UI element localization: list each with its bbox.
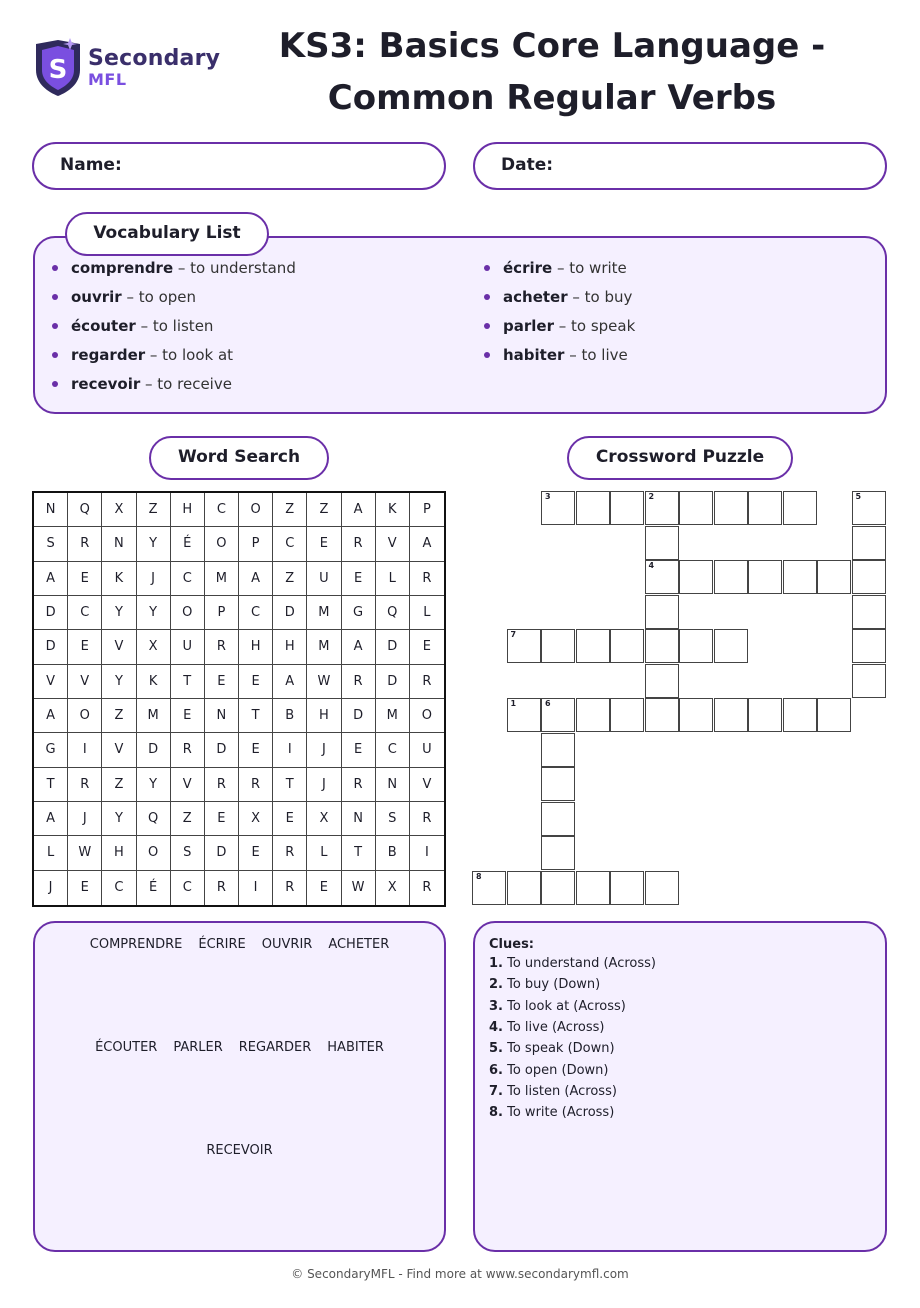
crossword-cell[interactable] <box>748 491 782 525</box>
word-search-cell[interactable]: I <box>410 836 444 870</box>
crossword-cell[interactable] <box>783 491 817 525</box>
word-search-cell[interactable]: V <box>102 630 136 664</box>
clue-number: 7. <box>489 1083 503 1099</box>
word-search-cell[interactable]: T <box>273 768 307 802</box>
crossword-clue-number: 1 <box>510 699 517 708</box>
clue-item <box>489 1020 605 1035</box>
word-search-cell[interactable]: P <box>239 527 273 561</box>
crossword-cell[interactable] <box>541 871 575 905</box>
crossword-cell[interactable] <box>852 491 886 525</box>
word-search-cell[interactable]: D <box>34 596 68 630</box>
word-search-cell[interactable]: Z <box>137 493 171 527</box>
word-search-cell[interactable]: Y <box>102 665 136 699</box>
clue-text: To look at (Across) <box>502 998 626 1014</box>
word-search-cell[interactable]: W <box>307 665 341 699</box>
word-search-cell[interactable]: K <box>137 665 171 699</box>
crossword-cell[interactable] <box>714 698 748 732</box>
french-word: habiter <box>503 346 565 364</box>
word-search-cell[interactable]: X <box>137 630 171 664</box>
crossword-cell[interactable] <box>852 629 886 663</box>
word-search-cell[interactable]: D <box>137 733 171 767</box>
word-search-cell[interactable]: V <box>376 527 410 561</box>
french-word: ouvrir <box>71 288 122 306</box>
crossword-cell[interactable] <box>714 560 748 594</box>
word-search-cell[interactable]: Z <box>273 493 307 527</box>
vocabulary-item <box>52 287 296 316</box>
crossword-cell[interactable] <box>645 491 679 525</box>
clues-panel <box>473 921 887 1252</box>
french-word: comprendre <box>71 259 174 277</box>
word-search-cell[interactable]: V <box>34 665 68 699</box>
word-search-cell[interactable]: N <box>102 527 136 561</box>
word-search-cell[interactable]: L <box>410 596 444 630</box>
crossword-cell[interactable] <box>472 871 506 905</box>
word-search-cell[interactable]: O <box>239 493 273 527</box>
word-search-cell[interactable]: Q <box>376 596 410 630</box>
word-list-row <box>35 1143 444 1158</box>
word-search-cell[interactable]: E <box>273 802 307 836</box>
clue-item <box>489 999 626 1014</box>
word-search-cell[interactable]: M <box>205 562 239 596</box>
word-search-cell[interactable]: U <box>307 562 341 596</box>
word-search-cell[interactable]: E <box>307 871 341 905</box>
crossword-cell[interactable] <box>610 871 644 905</box>
word-search-cell[interactable]: J <box>68 802 102 836</box>
word-search-cell[interactable]: A <box>34 562 68 596</box>
date-field[interactable] <box>473 142 887 190</box>
word-search-cell[interactable]: N <box>342 802 376 836</box>
clue-number: 8. <box>489 1105 503 1121</box>
crossword-cell[interactable] <box>852 560 886 594</box>
word-search-cell[interactable]: R <box>205 630 239 664</box>
word-search-cell[interactable]: C <box>239 596 273 630</box>
logo <box>32 36 222 98</box>
crossword-clue-number: 2 <box>648 492 655 501</box>
french-word: regarder <box>71 346 146 364</box>
crossword-cell[interactable] <box>541 629 575 663</box>
word-search-cell[interactable]: S <box>34 527 68 561</box>
word-search-cell[interactable]: L <box>34 836 68 870</box>
word-search-cell[interactable]: C <box>171 562 205 596</box>
word-search-cell[interactable]: C <box>171 871 205 905</box>
crossword-clue-number: 8 <box>476 871 482 881</box>
word-search-cell[interactable]: X <box>376 871 410 905</box>
word-search-cell[interactable]: K <box>102 562 136 596</box>
word-search-cell[interactable]: K <box>376 493 410 527</box>
clue-number: 3. <box>489 998 503 1014</box>
vocabulary-heading: Vocabulary List <box>65 212 269 256</box>
word-search-cell[interactable]: T <box>239 699 273 733</box>
clue-item <box>489 1063 609 1078</box>
name-label: Name: <box>60 155 122 175</box>
word-search-cell[interactable]: J <box>307 733 341 767</box>
french-word: acheter <box>503 288 568 306</box>
word-search-cell[interactable]: R <box>68 768 102 802</box>
word-search-cell[interactable]: R <box>422 880 432 896</box>
vocabulary-list-right <box>484 258 635 374</box>
clue-text: To buy (Down) <box>502 977 601 993</box>
word-search-cell[interactable]: H <box>171 493 205 527</box>
crossword-cell[interactable] <box>610 629 644 663</box>
word-search-cell[interactable]: C <box>273 527 307 561</box>
word-search-cell[interactable]: E <box>68 630 102 664</box>
clue-item <box>489 977 600 992</box>
word-search-cell[interactable]: H <box>273 630 307 664</box>
clue-text: To speak (Down) <box>502 1041 615 1057</box>
crossword-cell[interactable] <box>541 767 575 801</box>
word-search-cell[interactable]: T <box>34 768 68 802</box>
crossword-cell[interactable] <box>541 698 575 732</box>
search-word: PARLER <box>173 1040 223 1055</box>
vocabulary-item <box>484 345 635 374</box>
crossword-cell[interactable] <box>679 560 713 594</box>
title-line-2: Common Regular Verbs <box>327 78 777 118</box>
word-search-cell[interactable]: C <box>68 596 102 630</box>
word-search-cell[interactable]: M <box>376 699 410 733</box>
english-translation: – to write <box>552 259 627 277</box>
clue-item <box>489 1084 617 1099</box>
word-search-cell[interactable]: R <box>205 871 239 905</box>
word-search-cell[interactable]: N <box>34 493 68 527</box>
crossword-cell[interactable] <box>645 526 679 560</box>
word-search-cell[interactable]: R <box>410 802 444 836</box>
word-search-cell[interactable]: V <box>102 733 136 767</box>
svg-text:S: S <box>48 55 68 85</box>
crossword-cell[interactable] <box>507 629 541 663</box>
english-translation: – to speak <box>553 317 636 335</box>
word-search-cell[interactable]: E <box>239 665 273 699</box>
clues-title: Clues: <box>489 937 535 952</box>
word-search-cell[interactable]: I <box>273 733 307 767</box>
word-search-cell[interactable]: R <box>171 733 205 767</box>
word-search-cell[interactable]: E <box>68 871 102 905</box>
word-search-cell[interactable]: N <box>376 768 410 802</box>
logo-shield-icon <box>32 36 84 98</box>
crossword-cell[interactable] <box>576 698 610 732</box>
clue-number: 1. <box>489 956 503 971</box>
word-search-cell[interactable]: S <box>171 836 205 870</box>
word-search-cell[interactable]: I <box>68 733 102 767</box>
crossword-cell[interactable] <box>679 698 713 732</box>
crossword-cell[interactable] <box>541 491 575 525</box>
word-search-cell[interactable]: P <box>205 596 239 630</box>
word-search-cell[interactable]: Y <box>137 768 171 802</box>
word-search-cell[interactable]: V <box>171 768 205 802</box>
word-search-cell[interactable]: A <box>410 527 444 561</box>
crossword-cell[interactable] <box>817 560 851 594</box>
crossword-cell[interactable] <box>645 595 679 629</box>
clue-text: To understand (Across) <box>502 956 656 971</box>
word-search-cell[interactable]: B <box>376 836 410 870</box>
word-search-cell[interactable]: Z <box>307 493 341 527</box>
word-search-cell[interactable]: E <box>239 733 273 767</box>
crossword-cell[interactable] <box>679 629 713 663</box>
word-search-cell[interactable]: M <box>307 630 341 664</box>
english-translation: – to receive <box>140 375 232 393</box>
crossword-cell[interactable] <box>852 595 886 629</box>
word-search-cell[interactable]: C <box>205 493 239 527</box>
word-list-row <box>35 1040 444 1055</box>
crossword-cell[interactable] <box>541 836 575 870</box>
word-search-cell[interactable]: R <box>342 527 376 561</box>
clue-text: To write (Across) <box>502 1105 615 1121</box>
crossword-cell[interactable] <box>576 629 610 663</box>
crossword-cell[interactable] <box>576 491 610 525</box>
word-search-cell[interactable]: Z <box>102 699 136 733</box>
word-search-cell[interactable]: R <box>342 768 376 802</box>
crossword-clue-number: 7 <box>510 630 517 639</box>
word-search-cell[interactable]: Z <box>102 768 136 802</box>
word-search-cell[interactable]: T <box>171 665 205 699</box>
crossword-cell[interactable] <box>748 560 782 594</box>
crossword-cell[interactable] <box>714 629 748 663</box>
english-translation: – to understand <box>173 259 296 277</box>
crossword-cell[interactable] <box>507 698 541 732</box>
word-search-cell[interactable]: A <box>239 562 273 596</box>
word-search-cell[interactable]: V <box>410 768 444 802</box>
search-word: HABITER <box>327 1040 384 1055</box>
word-search-cell[interactable]: R <box>273 836 307 870</box>
word-search-cell[interactable]: E <box>342 733 376 767</box>
search-word: REGARDER <box>238 1040 312 1055</box>
word-search-cell[interactable]: T <box>342 836 376 870</box>
word-search-cell[interactable]: Q <box>68 493 102 527</box>
name-field[interactable] <box>32 142 446 190</box>
crossword-heading: Crossword Puzzle <box>567 436 793 480</box>
word-search-cell[interactable]: A <box>342 493 376 527</box>
word-search-cell[interactable]: R <box>273 871 307 905</box>
crossword-cell[interactable] <box>645 560 679 594</box>
word-search-cell[interactable]: V <box>68 665 102 699</box>
clue-number: 4. <box>489 1019 503 1035</box>
word-search-cell[interactable]: W <box>68 836 102 870</box>
word-search-cell[interactable]: I <box>239 871 273 905</box>
logo-subtext: MFL <box>88 70 127 89</box>
crossword-clue-number: 6 <box>545 699 551 708</box>
word-search-cell[interactable]: M <box>137 699 171 733</box>
word-search-cell[interactable]: M <box>307 596 341 630</box>
french-word: parler <box>503 317 554 335</box>
word-search-cell[interactable]: J <box>137 562 171 596</box>
word-search-cell[interactable]: E <box>171 699 205 733</box>
vocabulary-item <box>52 374 296 403</box>
crossword-cell[interactable] <box>714 491 748 525</box>
vocabulary-item <box>484 316 635 345</box>
word-search-cell[interactable]: P <box>410 493 444 527</box>
word-search-cell[interactable]: U <box>171 630 205 664</box>
crossword-cell[interactable] <box>852 664 886 698</box>
page-title <box>232 20 872 124</box>
clue-item <box>489 1105 614 1120</box>
word-search-cell[interactable]: O <box>205 527 239 561</box>
vocabulary-item <box>52 316 296 345</box>
search-word: ÉCRIRE <box>198 937 246 952</box>
english-translation: – to open <box>121 288 196 306</box>
vocabulary-item <box>52 258 296 287</box>
search-word: ACHETER <box>328 937 390 952</box>
word-search-cell[interactable]: E <box>239 836 273 870</box>
word-search-cell[interactable]: D <box>273 596 307 630</box>
word-search-cell[interactable]: E <box>307 527 341 561</box>
word-search-cell[interactable]: R <box>410 562 444 596</box>
french-word: écrire <box>503 259 553 277</box>
word-search-cell[interactable]: E <box>342 562 376 596</box>
crossword-cell[interactable] <box>541 733 575 767</box>
word-search-cell[interactable]: Q <box>137 802 171 836</box>
word-search-cell[interactable]: B <box>273 699 307 733</box>
crossword-clue-number: 4 <box>648 561 655 570</box>
crossword-cell[interactable] <box>645 871 679 905</box>
english-translation: – to listen <box>135 317 214 335</box>
word-search-cell[interactable]: E <box>205 665 239 699</box>
word-search-cell[interactable]: O <box>68 699 102 733</box>
word-search-cell[interactable]: É <box>137 871 171 905</box>
crossword-cell[interactable] <box>610 698 644 732</box>
crossword-cell[interactable] <box>507 871 541 905</box>
word-search-cell[interactable]: Y <box>102 596 136 630</box>
word-list-panel <box>33 921 446 1252</box>
crossword-cell[interactable] <box>610 491 644 525</box>
word-search-cell[interactable]: D <box>34 630 68 664</box>
crossword-cell[interactable] <box>852 526 886 560</box>
word-search-cell[interactable]: D <box>205 733 239 767</box>
word-search-cell[interactable]: X <box>307 802 341 836</box>
footer: © SecondaryMFL - Find more at www.secondarymfl.com <box>291 1267 629 1281</box>
word-search-cell[interactable]: E <box>205 802 239 836</box>
word-search-grid <box>32 491 446 907</box>
clue-number: 5. <box>489 1041 503 1057</box>
crossword-cell[interactable] <box>748 698 782 732</box>
word-search-cell[interactable]: R <box>205 768 239 802</box>
word-search-cell[interactable]: O <box>171 596 205 630</box>
word-search-cell[interactable]: C <box>376 733 410 767</box>
crossword-cell[interactable] <box>645 664 679 698</box>
word-search-cell[interactable]: A <box>34 699 68 733</box>
word-search-cell[interactable]: X <box>102 493 136 527</box>
word-search-heading: Word Search <box>149 436 329 480</box>
search-word: RECEVOIR <box>206 1143 273 1158</box>
word-search-cell[interactable]: N <box>205 699 239 733</box>
word-search-cell[interactable]: G <box>342 596 376 630</box>
word-search-cell[interactable]: W <box>342 871 376 905</box>
english-translation: – to look at <box>145 346 234 364</box>
crossword-cell[interactable] <box>783 698 817 732</box>
word-search-cell[interactable]: O <box>137 836 171 870</box>
crossword-cell[interactable] <box>645 629 679 663</box>
word-search-cell[interactable]: Y <box>137 596 171 630</box>
date-label: Date: <box>501 155 554 175</box>
english-translation: – to live <box>564 346 628 364</box>
word-search-cell[interactable]: H <box>307 699 341 733</box>
word-search-cell[interactable]: D <box>376 630 410 664</box>
vocabulary-item <box>52 345 296 374</box>
crossword-cell[interactable] <box>541 802 575 836</box>
word-search-cell[interactable]: A <box>273 665 307 699</box>
word-search-cell[interactable]: O <box>410 699 444 733</box>
logo-text: Secondary <box>88 46 221 71</box>
crossword-cell[interactable] <box>817 698 851 732</box>
clue-text: To listen (Across) <box>502 1083 617 1099</box>
word-search-cell[interactable]: D <box>342 699 376 733</box>
french-word: écouter <box>71 317 136 335</box>
word-search-cell[interactable]: R <box>68 527 102 561</box>
word-search-cell[interactable]: É <box>171 527 205 561</box>
word-search-cell[interactable]: X <box>239 802 273 836</box>
word-search-cell[interactable]: L <box>376 562 410 596</box>
search-word: ÉCOUTER <box>95 1040 158 1055</box>
french-word: recevoir <box>71 375 141 393</box>
crossword-cell[interactable] <box>783 560 817 594</box>
search-word: OUVRIR <box>261 937 313 952</box>
vocabulary-item <box>484 258 635 287</box>
word-search-cell[interactable]: A <box>342 630 376 664</box>
english-translation: – to buy <box>567 288 633 306</box>
clue-item <box>489 956 656 971</box>
word-search-cell[interactable]: Y <box>137 527 171 561</box>
word-search-cell[interactable]: A <box>34 802 68 836</box>
clue-text: To live (Across) <box>502 1019 605 1035</box>
clue-text: To open (Down) <box>502 1062 609 1078</box>
word-search-cell[interactable]: D <box>376 665 410 699</box>
title-line-1: KS3: Basics Core Language - <box>278 26 826 66</box>
word-search-cell[interactable]: L <box>307 836 341 870</box>
word-search-cell[interactable]: Y <box>102 802 136 836</box>
word-search-cell[interactable]: R <box>239 768 273 802</box>
word-search-cell[interactable]: J <box>34 871 68 905</box>
word-search-cell[interactable]: Z <box>171 802 205 836</box>
clue-number: 2. <box>489 977 503 993</box>
crossword-clue-number: 5 <box>855 492 862 501</box>
crossword-clue-number: 3 <box>545 492 551 501</box>
word-search-cell[interactable]: S <box>376 802 410 836</box>
word-search-cell[interactable]: H <box>239 630 273 664</box>
clue-item <box>489 1041 615 1056</box>
crossword-cell[interactable] <box>645 698 679 732</box>
vocabulary-item <box>484 287 635 316</box>
search-word: COMPRENDRE <box>89 937 183 952</box>
word-search-cell[interactable]: Z <box>273 562 307 596</box>
word-search-cell[interactable]: H <box>102 836 136 870</box>
word-search-cell[interactable]: E <box>410 630 444 664</box>
vocabulary-list-left <box>52 258 296 403</box>
crossword-cell[interactable] <box>576 871 610 905</box>
word-search-cell[interactable]: R <box>342 665 376 699</box>
crossword-cell[interactable] <box>679 491 713 525</box>
clue-number: 6. <box>489 1062 503 1078</box>
word-search-cell[interactable]: C <box>102 871 136 905</box>
word-search-cell[interactable]: D <box>205 836 239 870</box>
word-list-row <box>35 937 444 952</box>
word-search-cell[interactable]: E <box>68 562 102 596</box>
word-search-cell[interactable]: J <box>307 768 341 802</box>
word-search-cell[interactable]: G <box>34 733 68 767</box>
word-search-cell[interactable]: U <box>410 733 444 767</box>
word-search-cell[interactable]: R <box>410 665 444 699</box>
